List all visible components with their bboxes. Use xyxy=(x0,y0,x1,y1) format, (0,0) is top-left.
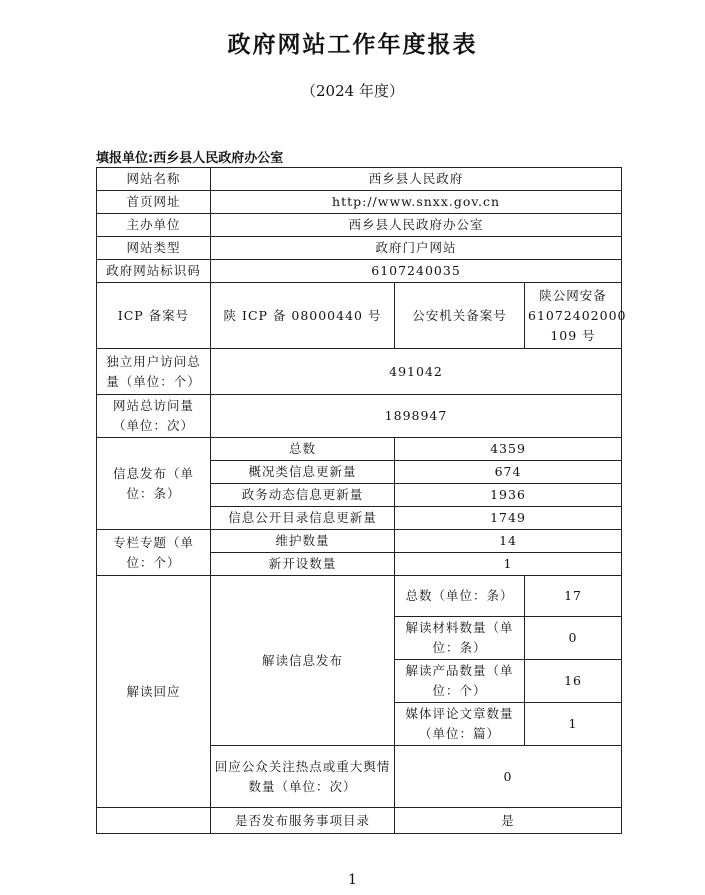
info-label: 信息发布（单位：条） xyxy=(97,438,211,530)
interp-media-label: 媒体评论文章数量（单位：篇） xyxy=(395,703,525,746)
table-row xyxy=(97,530,622,553)
site-name-value: 西乡县人民政府 xyxy=(211,168,622,191)
response-label: 回应公众关注热点或重大舆情数量（单位：次） xyxy=(211,746,395,808)
info-news-label: 政务动态信息更新量 xyxy=(211,484,395,507)
column-maint-label: 维护数量 xyxy=(211,530,395,553)
column-label: 专栏专题（单位：个） xyxy=(97,530,211,576)
site-name-label: 网站名称 xyxy=(97,168,211,191)
info-catalog-value: 1749 xyxy=(395,507,622,530)
table-row xyxy=(97,349,622,395)
column-new-value: 1 xyxy=(395,553,622,576)
table-row xyxy=(97,237,622,260)
police-value: 陕公网安备 61072402000 109 号 xyxy=(525,283,622,349)
site-id-value: 6107240035 xyxy=(211,260,622,283)
uv-label: 独立用户访问总量（单位：个） xyxy=(97,349,211,395)
interp-pub-label: 解读信息发布 xyxy=(211,576,395,746)
pv-label: 网站总访问量（单位：次） xyxy=(97,395,211,438)
info-overview-value: 674 xyxy=(395,461,622,484)
uv-value: 491042 xyxy=(211,349,622,395)
table-row xyxy=(97,283,622,349)
table-row xyxy=(97,576,622,617)
blank-cell xyxy=(97,808,211,834)
pv-value: 1898947 xyxy=(211,395,622,438)
table-row xyxy=(97,395,622,438)
info-total-label: 总数 xyxy=(211,438,395,461)
response-value: 0 xyxy=(395,746,622,808)
interp-material-value: 0 xyxy=(525,617,622,660)
column-new-label: 新开设数量 xyxy=(211,553,395,576)
service-label: 是否发布服务事项目录 xyxy=(211,808,395,834)
interp-label: 解读回应 xyxy=(97,576,211,808)
interp-product-label: 解读产品数量（单位：个） xyxy=(395,660,525,703)
column-maint-value: 14 xyxy=(395,530,622,553)
icp-label: ICP 备案号 xyxy=(97,283,211,349)
table-row xyxy=(97,168,622,191)
info-overview-label: 概况类信息更新量 xyxy=(211,461,395,484)
interp-media-value: 1 xyxy=(525,703,622,746)
fill-unit: 填报单位:西乡县人民政府办公室 xyxy=(96,151,284,166)
site-type-value: 政府门户网站 xyxy=(211,237,622,260)
police-label: 公安机关备案号 xyxy=(395,283,525,349)
interp-total-label: 总数（单位：条） xyxy=(395,576,525,617)
sponsor-label: 主办单位 xyxy=(97,214,211,237)
report-table xyxy=(96,167,627,834)
icp-value: 陕 ICP 备 08000440 号 xyxy=(211,283,395,349)
table-row xyxy=(97,191,622,214)
interp-material-label: 解读材料数量（单位：条） xyxy=(395,617,525,660)
page-number: 1 xyxy=(348,872,357,888)
info-total-value: 4359 xyxy=(395,438,622,461)
table-row xyxy=(97,260,622,283)
table-row xyxy=(97,214,622,237)
page-title: 政府网站工作年度报表 xyxy=(227,32,478,58)
site-id-label: 政府网站标识码 xyxy=(97,260,211,283)
info-catalog-label: 信息公开目录信息更新量 xyxy=(211,507,395,530)
homepage-value: http://www.snxx.gov.cn xyxy=(211,191,622,214)
interp-product-value: 16 xyxy=(525,660,622,703)
homepage-label: 首页网址 xyxy=(97,191,211,214)
service-value: 是 xyxy=(395,808,622,834)
report-year: （2024 年度） xyxy=(301,82,404,100)
sponsor-value: 西乡县人民政府办公室 xyxy=(211,214,622,237)
table-row xyxy=(97,438,622,461)
table-row xyxy=(97,808,622,834)
site-type-label: 网站类型 xyxy=(97,237,211,260)
interp-total-value: 17 xyxy=(525,576,622,617)
info-news-value: 1936 xyxy=(395,484,622,507)
